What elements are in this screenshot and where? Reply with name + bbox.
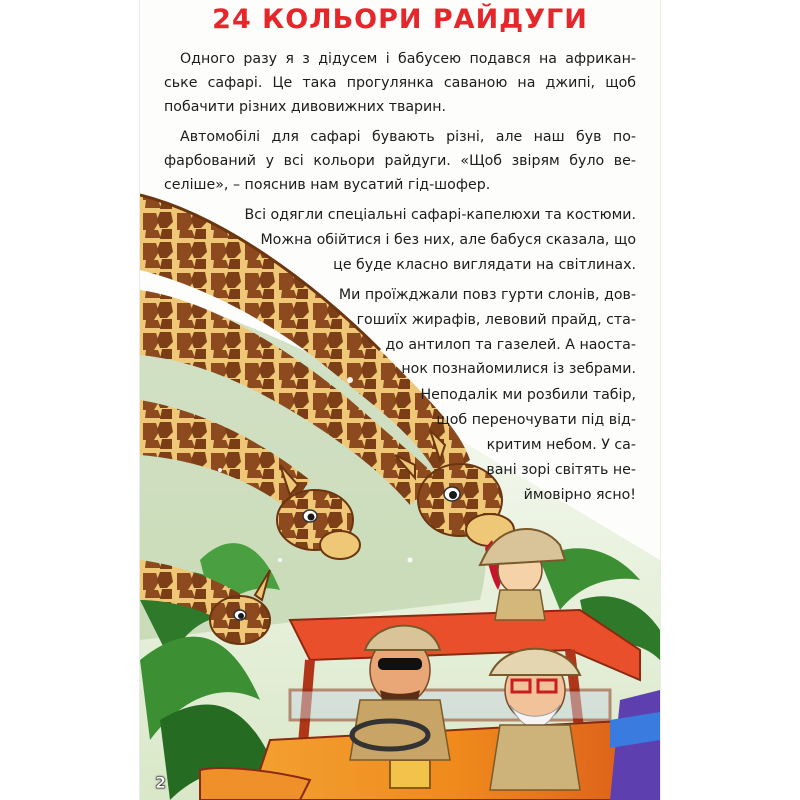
story-line: Всі одягли спеціальні сафарі-капелюхи та костюми. xyxy=(244,207,636,223)
story-line: ське сафарі. Це така прогулянка саваною на джипі, щоб xyxy=(164,75,636,91)
page-number: 2 xyxy=(155,773,167,792)
story-line: Неподалік ми розбили табір, xyxy=(420,387,636,403)
story-line: фарбований у всі кольори райдуги. «Щоб звірям було ве- xyxy=(164,153,636,169)
story-line: щоб переночувати під від- xyxy=(436,412,636,428)
story-line: ймовірно ясно! xyxy=(523,487,636,503)
story-line: нок познайомилися із зебрами. xyxy=(401,361,636,377)
story-line: це буде класно виглядати на світлинах. xyxy=(333,257,636,273)
story-line: гошиїх жирафів, левовий прайд, ста- xyxy=(356,312,636,328)
story-text xyxy=(140,0,660,800)
story-line: до антилоп та газелей. А наоста- xyxy=(385,337,636,353)
story-line: вані зорі світять не- xyxy=(486,462,636,478)
page-title: 24 КОЛЬОРИ РАЙДУГИ xyxy=(212,4,588,35)
story-line: Одного разу я з дідусем і бабусею подався на африкан- xyxy=(180,51,636,67)
story-line: Можна обійтися і без них, але бабуся сказала, що xyxy=(260,232,636,248)
story-line: критим небом. У са- xyxy=(486,437,636,453)
book-page xyxy=(140,0,660,800)
story-line: Ми проїжджали повз гурти слонів, дов- xyxy=(338,287,636,303)
story-line: Автомобілі для сафарі бувають різні, але наш був по- xyxy=(180,129,636,145)
story-line: побачити різних дивовижних тварин. xyxy=(164,99,447,115)
story-line: селіше», – пояснив нам вусатий гід-шофер. xyxy=(164,177,491,193)
